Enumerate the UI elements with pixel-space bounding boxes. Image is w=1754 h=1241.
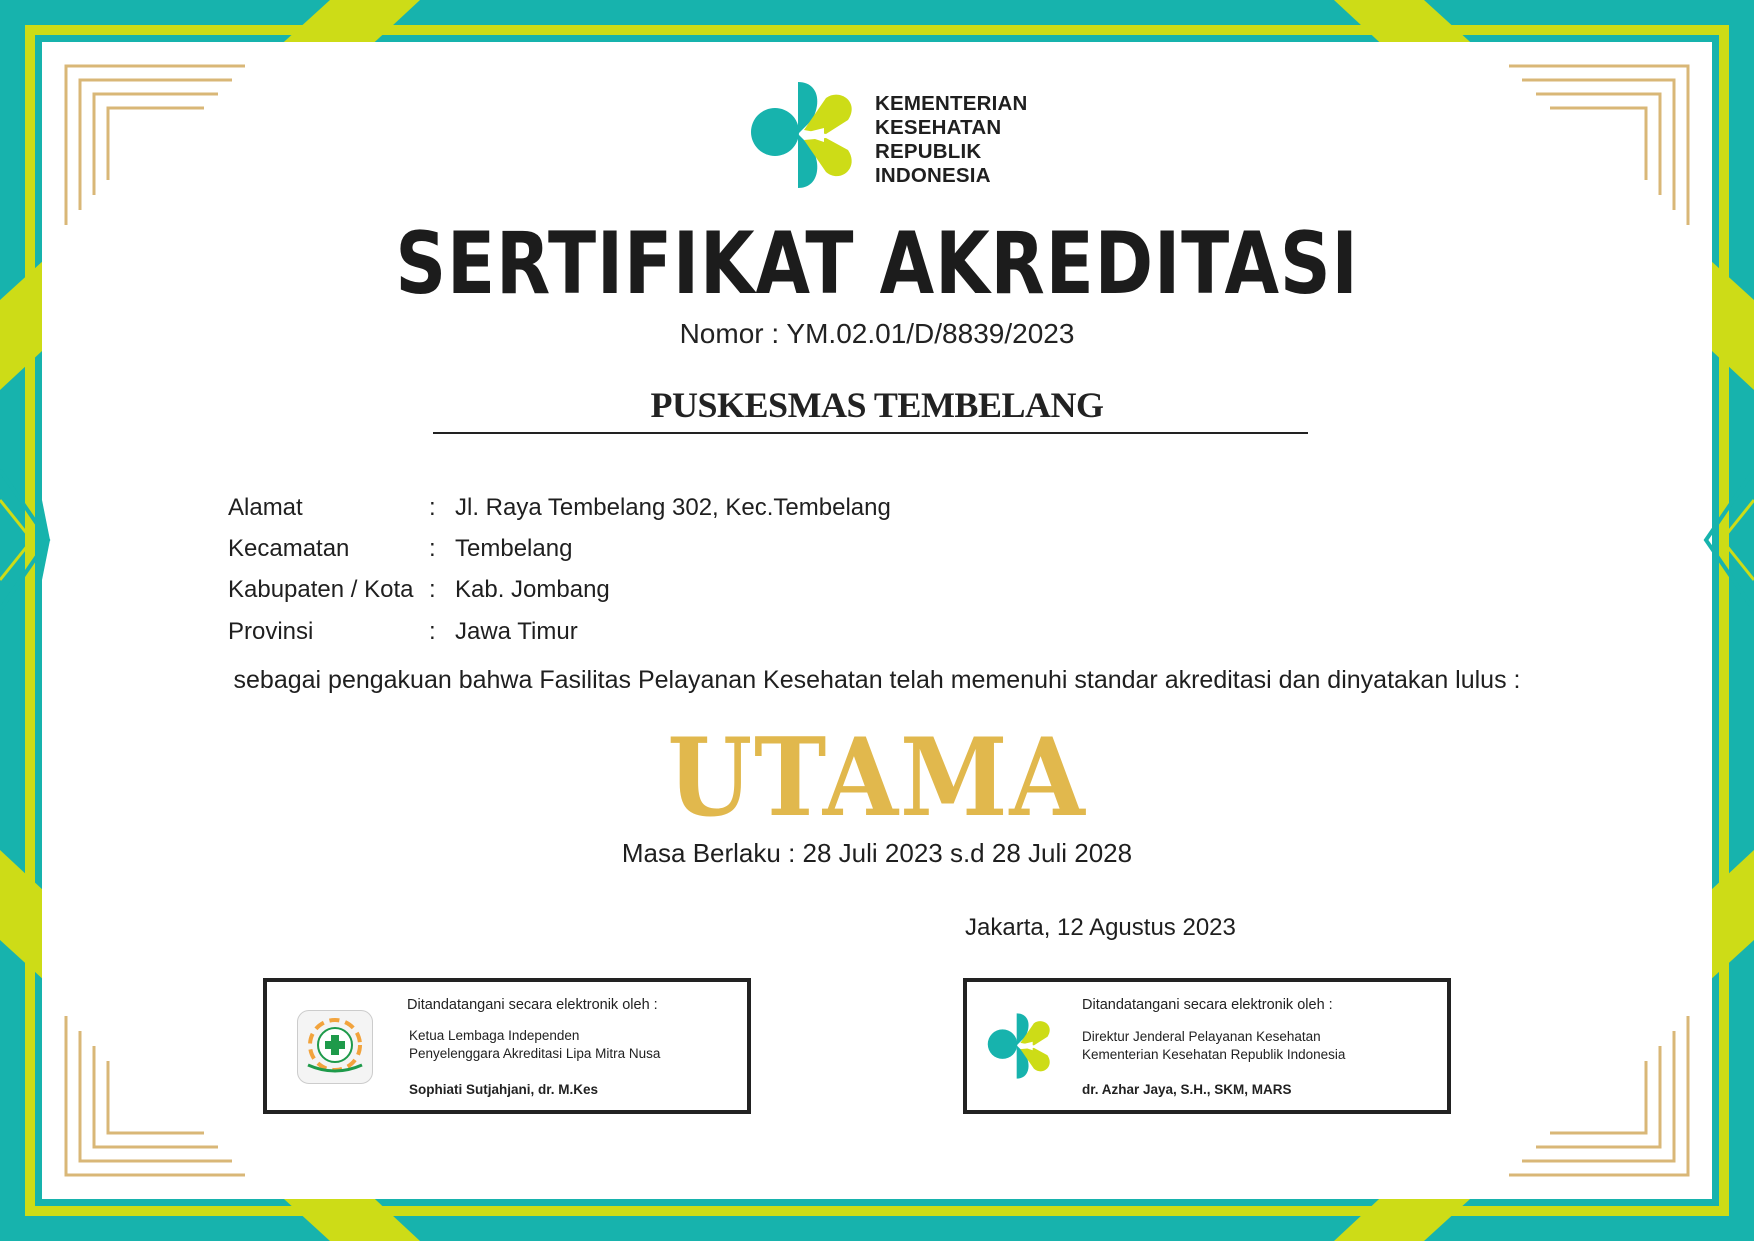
kemenkes-logo-icon <box>981 1002 1061 1090</box>
signature-role-line: Penyelenggara Akreditasi Lipa Mitra Nusa <box>409 1046 661 1061</box>
signature-role-line: Kementerian Kesehatan Republik Indonesia <box>1082 1047 1346 1062</box>
facility-underline <box>433 432 1308 434</box>
detail-label: Provinsi <box>228 618 314 645</box>
facility-name: PUSKESMAS TEMBELANG <box>650 385 1104 425</box>
accreditation-statement: sebagai pengakuan bahwa Fasilitas Pelayanan Kesehatan telah memenuhi standar akreditasi dan dinyatakan lulus : <box>233 666 1521 694</box>
detail-value: Jawa Timur <box>455 618 578 645</box>
signature-box-lipa <box>263 978 751 1114</box>
place-date: Jakarta, 12 Agustus 2023 <box>965 914 1236 941</box>
detail-separator: : <box>429 576 436 603</box>
certificate-title: SERTIFIKAT AKREDITASI <box>395 214 1359 314</box>
signature-box-kemenkes <box>963 978 1451 1114</box>
signatory-name: Sophiati Sutjahjani, dr. M.Kes <box>409 1082 599 1097</box>
signatory-name: dr. Azhar Jaya, S.H., SKM, MARS <box>1082 1082 1292 1097</box>
signature-role-line: Direktur Jenderal Pelayanan Kesehatan <box>1082 1029 1321 1044</box>
signature-heading: Ditandatangani secara elektronik oleh : <box>1082 997 1333 1013</box>
ministry-name-line: REPUBLIK <box>875 140 982 163</box>
detail-label: Alamat <box>228 494 303 521</box>
detail-value: Kab. Jombang <box>455 576 610 603</box>
detail-separator: : <box>429 535 436 562</box>
lipa-mitra-nusa-logo-icon <box>297 1010 373 1084</box>
signature-role-line: Ketua Lembaga Independen <box>409 1028 580 1043</box>
ministry-logo <box>740 72 1028 202</box>
detail-value: Tembelang <box>455 535 573 562</box>
detail-label: Kecamatan <box>228 535 350 562</box>
detail-value: Jl. Raya Tembelang 302, Kec.Tembelang <box>455 494 891 521</box>
ministry-name-line: KEMENTERIAN <box>875 92 1028 115</box>
certificate-number: Nomor : YM.02.01/D/8839/2023 <box>679 318 1075 349</box>
detail-separator: : <box>429 618 436 645</box>
detail-label: Kabupaten / Kota <box>228 576 414 603</box>
detail-separator: : <box>429 494 436 521</box>
signature-heading: Ditandatangani secara elektronik oleh : <box>407 997 658 1013</box>
validity-period: Masa Berlaku : 28 Juli 2023 s.d 28 Juli 2028 <box>621 838 1133 868</box>
accreditation-grade: UTAMA <box>667 715 1087 841</box>
ministry-name-line: INDONESIA <box>875 164 991 187</box>
ministry-name-line: KESEHATAN <box>875 116 1002 139</box>
kemenkes-logo-icon <box>740 72 870 198</box>
